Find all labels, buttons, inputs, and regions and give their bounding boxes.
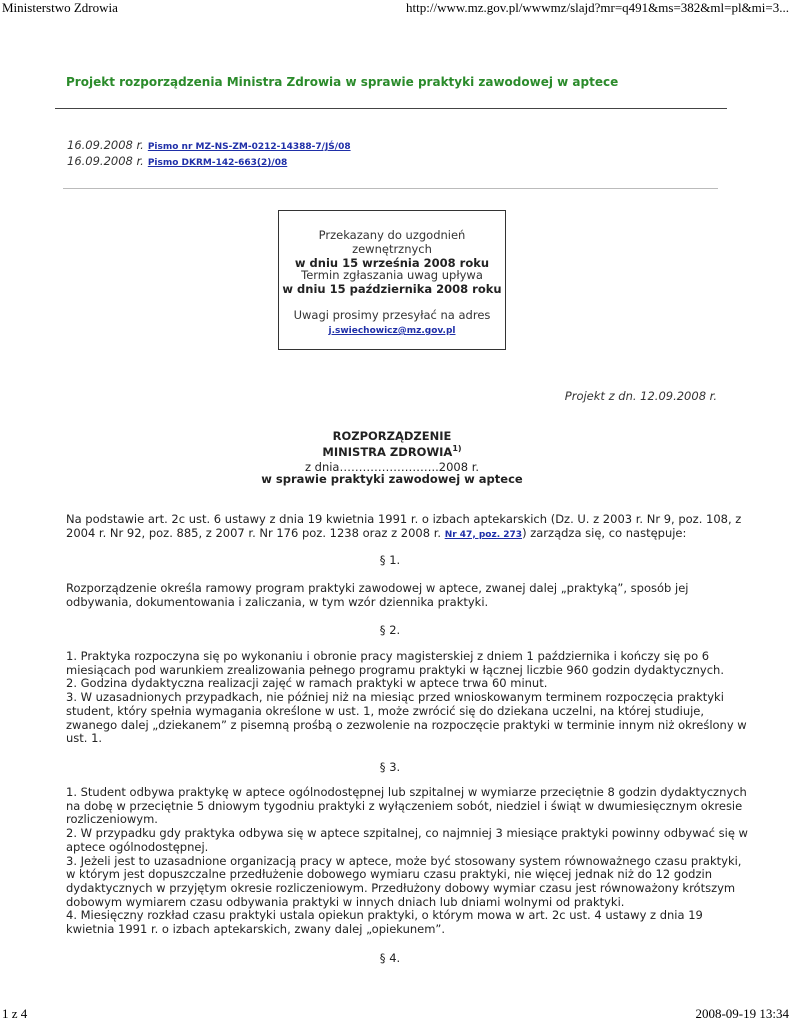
paragraph-line: aptece ogólnodostępnej. bbox=[66, 839, 209, 854]
box-address-text: Uwagi prosimy przesyłać na adres bbox=[293, 308, 491, 322]
paragraph-line: 2. Godzina dydaktyczna realizacji zajęć w ramach praktyki w aptece trwa 60 minut. bbox=[66, 676, 548, 691]
paragraph-line: odbywania, dokumentowania i zaliczania, w tym wzór dziennika praktyki. bbox=[66, 594, 489, 609]
paragraph-line: miesiącach pod warunkiem zrealizowania pełnego programu praktyki w łącznej liczbie 960 godzin dydaktycznych. bbox=[66, 662, 724, 677]
letter-date: 16.09.2008 r. bbox=[67, 154, 144, 168]
paragraph-line: w którym jest dopuszczalne przedłużenie dobowego wymiaru czasu praktyki, nie więcej jednak niż do 12 godzin bbox=[66, 867, 712, 882]
paragraph-line: Rozporządzenie określa ramowy program praktyki zawodowej w aptece, zwanej dalej „praktyką”, sposób jej bbox=[66, 581, 689, 595]
regulation-subject: w sprawie praktyki zawodowej w aptece bbox=[261, 472, 523, 486]
regulation-authority-text: MINISTRA ZDROWIA bbox=[322, 444, 453, 459]
paragraph-line: zwanego dalej „dziekanem” z pisemną prośbą o zezwolenie na rozpoczęcie praktyki w terminie innym niż określony w bbox=[66, 717, 747, 732]
paragraph-line: 4. Miesięczny rozkład czasu praktyki ustala opiekun praktyki, o którym mowa w art. 2c ust. 4 ustawy z dnia 19 bbox=[66, 908, 703, 923]
paragraph-line: rozliczeniowym. bbox=[66, 812, 158, 827]
paragraph-line: 3. Jeżeli jest to uzasadnione organizacją pracy w aptece, może być stosowany system równoważnego czasu praktyki, bbox=[66, 853, 742, 868]
paragraph-line: kwietnia 1991 r. o izbach aptekarskich, zwany dalej „opiekunem”. bbox=[66, 922, 446, 937]
regulation-date: z dnia……………………..2008 r. bbox=[304, 460, 480, 474]
preamble-line: Na podstawie art. 2c ust. 6 ustawy z dnia 19 kwietnia 1991 r. o izbach aptekarskich (Dz. U. z 2003 r. Nr 9, poz. 108, z bbox=[66, 512, 742, 526]
letter-link[interactable]: Pismo DKRM-142-663(2)/08 bbox=[147, 158, 288, 168]
preamble-line bbox=[66, 527, 726, 543]
browser-print-header-title: Ministerstwo Zdrowia bbox=[2, 0, 118, 15]
box-consultation-date: w dniu 15 września 2008 roku bbox=[294, 256, 490, 270]
page-title: Projekt rozporządzenia Ministra Zdrowia w sprawie praktyki zawodowej w aptece bbox=[66, 75, 619, 89]
regulation-authority bbox=[200, 444, 584, 459]
paragraph-line: na dobę w przeciętnie 5 dniowym tygodniu praktyki z wyłączeniem sobót, niedziel i świąt w dwumiesięcznym okresie bbox=[66, 798, 743, 813]
paragraph-line: dobowym wymiarem czasu odbywania praktyki w innych dniach lub dniami wolnymi od praktyki. bbox=[66, 894, 625, 909]
project-date: Projekt z dn. 12.09.2008 r. bbox=[564, 389, 717, 403]
letter-link[interactable]: Pismo nr MZ-NS-ZM-0212-14388-7/JŚ/08 bbox=[147, 142, 351, 152]
paragraph-line: 3. W uzasadnionych przypadkach, nie później niż na miesiąc przed wnioskowanym terminem rozpoczęcia praktyki bbox=[66, 690, 724, 705]
paragraph-line: student, który spełnia wymagania określone w ust. 1, może zwrócić się do dziekana uczelni, na której studiuje, bbox=[66, 703, 705, 718]
paragraph-line: dydaktycznych w przyjętym okresie rozliczeniowym. Przedłużony dobowy wymiar czasu jest równoważony krótszym bbox=[66, 880, 736, 895]
title-divider bbox=[55, 108, 727, 109]
paragraph-2 bbox=[66, 649, 747, 746]
section-number: § 1. bbox=[379, 553, 401, 567]
email-link[interactable]: j.swiechowicz@mz.gov.pl bbox=[328, 326, 456, 336]
paragraph-line: 1. Praktyka rozpoczyna się po wykonaniu i obronie pracy magisterskiej z dniem 1 października i kończy się po 6 bbox=[66, 649, 710, 663]
section-number: § 3. bbox=[379, 760, 401, 774]
section-number: § 2. bbox=[379, 623, 401, 637]
section-number: § 4. bbox=[379, 951, 401, 965]
paragraph-line: 1. Student odbywa praktykę w aptece ogólnodostępnej lub szpitalnej w wymiarze przeciętnie 8 godzin dydaktycznych bbox=[66, 785, 747, 799]
preamble-text: 2004 r. Nr 92, poz. 885, z 2007 r. Nr 176 poz. 1238 oraz z 2008 r. bbox=[66, 525, 442, 540]
footnote-marker: 1) bbox=[452, 444, 462, 453]
preamble bbox=[66, 512, 742, 542]
print-timestamp: 2008-09-19 13:34 bbox=[695, 1006, 789, 1021]
paragraph-line: 2. W przypadku gdy praktyka odbywa się w aptece szpitalnej, co najmniej 3 miesiące praktyki powinny odbywać się w bbox=[66, 826, 748, 841]
page-counter: 1 z 4 bbox=[2, 1006, 28, 1021]
browser-print-header-url: http://www.mz.gov.pl/wwwmz/slajd?mr=q491&ms=382&ml=pl&mi=3... bbox=[406, 0, 789, 15]
letter-date: 16.09.2008 r. bbox=[67, 138, 144, 152]
letter-row bbox=[67, 138, 351, 152]
regulation-heading: ROZPORZĄDZENIE bbox=[332, 429, 452, 443]
paragraph-1 bbox=[66, 582, 726, 609]
journal-link[interactable]: Nr 47, poz. 273 bbox=[444, 529, 523, 540]
consultation-info-box bbox=[278, 210, 506, 350]
preamble-text-end: ) zarządza się, co następuje: bbox=[522, 525, 687, 540]
paragraph-line: ust. 1. bbox=[66, 731, 103, 746]
paragraph-3 bbox=[66, 785, 748, 937]
section-divider bbox=[63, 188, 718, 189]
box-consultation-text: Przekazany do uzgodnień zewnętrznych bbox=[318, 228, 466, 256]
box-deadline-date: w dniu 15 października 2008 roku bbox=[282, 282, 502, 296]
box-deadline-text: Termin zgłaszania uwag upływa bbox=[301, 268, 483, 282]
letter-row bbox=[67, 154, 287, 168]
